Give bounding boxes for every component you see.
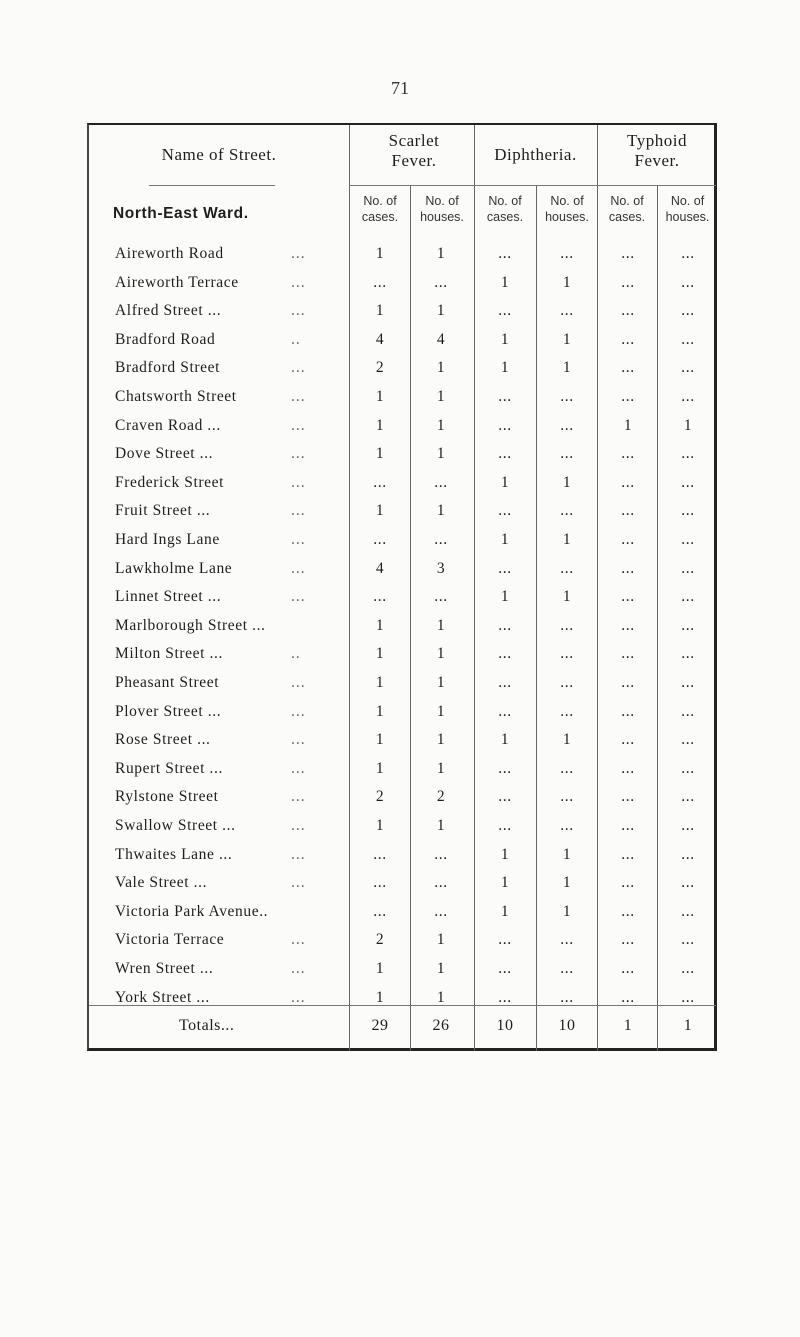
header-rule [149, 185, 275, 186]
cell-typh-cases: ... [621, 845, 635, 863]
cell-diph-houses: 1 [562, 531, 572, 548]
cell-scarlet-houses: 1 [436, 702, 446, 720]
table-row [89, 357, 719, 379]
cell-typh-houses: ... [681, 931, 695, 949]
cell-scarlet-houses: 1 [436, 645, 446, 663]
cell-typh-cases: ... [621, 445, 635, 463]
cell-scarlet-houses: 1 [436, 416, 446, 434]
cell-scarlet-houses: 3 [436, 559, 446, 577]
cell-scarlet-cases: 4 [375, 330, 385, 348]
cell-typh-cases: ... [621, 931, 635, 949]
street-name: Dove Street ... [115, 445, 214, 463]
cell-typh-cases: 1 [623, 416, 633, 434]
cell-diph-cases: ... [498, 445, 512, 463]
cell-scarlet-cases: 1 [375, 245, 385, 262]
cell-typh-houses: ... [681, 845, 695, 863]
cell-scarlet-houses: 1 [436, 616, 446, 634]
subheader-diph-cases: No. of cases. [486, 194, 524, 224]
cell-diph-cases: ... [498, 931, 512, 949]
cell-scarlet-cases: 1 [375, 616, 385, 634]
leader-dots: ... [291, 245, 306, 262]
cell-scarlet-houses: ... [434, 531, 448, 548]
leader-dots: ... [291, 960, 306, 977]
cell-diph-houses: 1 [562, 902, 572, 920]
cell-typh-houses: ... [681, 731, 695, 749]
cell-typh-cases: ... [621, 531, 635, 548]
cell-scarlet-houses: 2 [436, 788, 446, 806]
cell-typh-houses: ... [681, 588, 695, 606]
street-name: Fruit Street ... [115, 502, 211, 520]
cell-diph-houses: ... [560, 245, 574, 262]
cell-diph-cases: ... [498, 988, 512, 1006]
cell-diph-cases: ... [498, 616, 512, 634]
street-name: Craven Road ... [115, 416, 221, 434]
cell-scarlet-cases: 1 [375, 960, 385, 977]
cell-scarlet-houses: 1 [436, 988, 446, 1006]
cell-diph-houses: ... [560, 445, 574, 463]
cell-diph-houses: ... [560, 759, 574, 777]
cell-typh-cases: ... [621, 330, 635, 348]
cell-diph-cases: ... [498, 559, 512, 577]
leader-dots: ... [291, 931, 306, 949]
street-name: Victoria Terrace [115, 931, 225, 949]
cell-typh-houses: ... [681, 330, 695, 348]
cell-typh-houses: ... [681, 645, 695, 663]
cell-diph-cases: 1 [500, 845, 510, 863]
leader-dots: ... [291, 273, 306, 291]
street-name: Marlborough Street ... [115, 616, 266, 634]
street-name: Thwaites Lane ... [115, 845, 233, 863]
cell-scarlet-cases: 1 [375, 988, 385, 1006]
table-row [89, 529, 719, 551]
cell-diph-houses: ... [560, 502, 574, 520]
total-diph-houses: 10 [558, 1017, 576, 1034]
table-row [89, 815, 719, 837]
cell-typh-houses: ... [681, 531, 695, 548]
cell-scarlet-cases: 1 [375, 302, 385, 320]
cell-typh-houses: ... [681, 788, 695, 806]
cell-scarlet-houses: 1 [436, 388, 446, 405]
street-name: Hard Ings Lane [115, 531, 220, 548]
leader-dots: ... [291, 817, 306, 834]
cell-typh-houses: ... [681, 960, 695, 977]
cell-typh-cases: ... [621, 273, 635, 291]
cell-scarlet-cases: 1 [375, 674, 385, 691]
cell-diph-cases: 1 [500, 473, 510, 491]
leader-dots: ... [291, 702, 306, 720]
cell-diph-houses: ... [560, 416, 574, 434]
cell-diph-cases: 1 [500, 531, 510, 548]
table-row [89, 615, 719, 637]
leader-dots: ... [291, 302, 306, 320]
cell-typh-houses: ... [681, 674, 695, 691]
street-name: Alfred Street ... [115, 302, 222, 320]
header-scarlet-fever: Scarlet Fever. [388, 131, 440, 170]
leader-dots: ... [291, 759, 306, 777]
table-row [89, 958, 719, 980]
cell-typh-cases: ... [621, 817, 635, 834]
cell-scarlet-houses: 1 [436, 359, 446, 377]
header-typhoid-fever: Typhoid Fever. [627, 131, 687, 170]
totals-row [89, 1013, 719, 1039]
total-typh-cases: 1 [623, 1017, 633, 1034]
total-typh-houses: 1 [683, 1017, 693, 1034]
cell-typh-cases: ... [621, 788, 635, 806]
leader-dots: ... [291, 988, 306, 1006]
cell-diph-cases: ... [498, 817, 512, 834]
cell-typh-cases: ... [621, 559, 635, 577]
cell-scarlet-houses: 1 [436, 245, 446, 262]
cell-diph-houses: ... [560, 988, 574, 1006]
leader-dots: ... [291, 788, 306, 806]
cell-typh-houses: ... [681, 702, 695, 720]
cell-typh-cases: ... [621, 388, 635, 405]
cell-scarlet-cases: 1 [375, 702, 385, 720]
cell-diph-houses: 1 [562, 588, 572, 606]
cell-diph-cases: 1 [500, 902, 510, 920]
cell-typh-cases: ... [621, 502, 635, 520]
cell-scarlet-cases: 1 [375, 645, 385, 663]
cell-typh-cases: ... [621, 988, 635, 1006]
cell-scarlet-cases: 1 [375, 759, 385, 777]
table-row [89, 415, 719, 437]
cell-typh-houses: ... [681, 473, 695, 491]
cell-diph-houses: ... [560, 960, 574, 977]
cell-typh-houses: 1 [683, 416, 693, 434]
cell-scarlet-houses: 1 [436, 817, 446, 834]
table-row [89, 586, 719, 608]
cell-scarlet-houses: 1 [436, 445, 446, 463]
cell-typh-houses: ... [681, 273, 695, 291]
cell-scarlet-cases: ... [373, 874, 387, 892]
cell-scarlet-houses: 1 [436, 731, 446, 749]
cell-scarlet-cases: 1 [375, 445, 385, 463]
street-name: Vale Street ... [115, 874, 208, 892]
cell-scarlet-cases: ... [373, 273, 387, 291]
leader-dots: ... [291, 674, 306, 691]
street-name: Linnet Street ... [115, 588, 222, 606]
cell-typh-houses: ... [681, 988, 695, 1006]
leader-dots: ... [291, 359, 306, 377]
cell-scarlet-cases: 2 [375, 359, 385, 377]
leader-dots: ... [291, 531, 306, 548]
leader-dots: ... [291, 588, 306, 606]
cell-typh-houses: ... [681, 874, 695, 892]
table-row [89, 987, 719, 1009]
cell-scarlet-cases: 4 [375, 559, 385, 577]
header-rule [349, 185, 716, 186]
cell-diph-cases: ... [498, 416, 512, 434]
street-name: Rupert Street ... [115, 759, 223, 777]
street-name: Bradford Road [115, 330, 216, 348]
leader-dots: ... [291, 559, 306, 577]
street-name: Rylstone Street [115, 788, 219, 806]
cell-scarlet-houses: 1 [436, 759, 446, 777]
cell-scarlet-cases: 2 [375, 788, 385, 806]
cell-diph-cases: ... [498, 645, 512, 663]
cell-typh-cases: ... [621, 902, 635, 920]
street-name: Rose Street ... [115, 731, 211, 749]
cell-scarlet-cases: 1 [375, 388, 385, 405]
leader-dots: ... [291, 845, 306, 863]
leader-dots: ... [291, 731, 306, 749]
table-row [89, 272, 719, 294]
cell-scarlet-houses: 1 [436, 502, 446, 520]
table-row [89, 844, 719, 866]
cell-diph-houses: 1 [562, 874, 572, 892]
leader-dots: ... [291, 445, 306, 463]
subheader-typh-cases: No. of cases. [608, 194, 646, 224]
leader-dots: ... [291, 388, 306, 405]
cell-diph-cases: ... [498, 674, 512, 691]
table-row [89, 329, 719, 351]
cell-diph-cases: ... [498, 302, 512, 320]
cell-typh-houses: ... [681, 388, 695, 405]
table-row [89, 472, 719, 494]
cell-diph-houses: ... [560, 817, 574, 834]
cell-diph-cases: 1 [500, 874, 510, 892]
cell-scarlet-houses: 1 [436, 674, 446, 691]
cell-scarlet-cases: ... [373, 531, 387, 548]
table-row [89, 901, 719, 923]
cell-scarlet-houses: 1 [436, 931, 446, 949]
cell-typh-cases: ... [621, 731, 635, 749]
cell-scarlet-cases: 1 [375, 502, 385, 520]
cell-diph-houses: 1 [562, 473, 572, 491]
cell-scarlet-houses: 1 [436, 960, 446, 977]
cell-typh-cases: ... [621, 960, 635, 977]
leader-dots: .. [291, 330, 301, 348]
cell-typh-houses: ... [681, 559, 695, 577]
street-name: Milton Street ... [115, 645, 223, 663]
table-row [89, 500, 719, 522]
table-row [89, 701, 719, 723]
cell-scarlet-houses: ... [434, 874, 448, 892]
table-row [89, 643, 719, 665]
cell-diph-cases: ... [498, 759, 512, 777]
leader-dots: ... [291, 473, 306, 491]
cell-scarlet-cases: 1 [375, 731, 385, 749]
cell-scarlet-cases: 1 [375, 817, 385, 834]
cell-scarlet-cases: ... [373, 845, 387, 863]
cell-diph-cases: 1 [500, 588, 510, 606]
total-diph-cases: 10 [496, 1017, 514, 1034]
totals-label: Totals... [179, 1017, 235, 1034]
total-scarlet-cases: 29 [371, 1017, 389, 1034]
cell-typh-houses: ... [681, 902, 695, 920]
cell-typh-cases: ... [621, 588, 635, 606]
street-name: Lawkholme Lane [115, 559, 233, 577]
leader-dots: ... [291, 502, 306, 520]
header-diphtheria: Diphtheria. [494, 145, 577, 164]
street-name: Plover Street ... [115, 702, 222, 720]
table-row [89, 929, 719, 951]
cell-typh-cases: ... [621, 473, 635, 491]
cell-diph-cases: ... [498, 702, 512, 720]
street-name: Chatsworth Street [115, 388, 237, 405]
cell-typh-cases: ... [621, 874, 635, 892]
cell-scarlet-cases: ... [373, 902, 387, 920]
cell-scarlet-houses: 1 [436, 302, 446, 320]
cell-diph-cases: 1 [500, 273, 510, 291]
cell-typh-cases: ... [621, 674, 635, 691]
cell-diph-cases: ... [498, 388, 512, 405]
cell-diph-cases: 1 [500, 359, 510, 377]
cell-diph-houses: ... [560, 559, 574, 577]
cell-typh-cases: ... [621, 302, 635, 320]
cell-diph-houses: ... [560, 645, 574, 663]
cell-diph-cases: ... [498, 788, 512, 806]
subheader-typh-houses: No. of houses. [665, 194, 710, 224]
table-row [89, 729, 719, 751]
page-number: 71 [391, 78, 409, 98]
cell-scarlet-cases: 2 [375, 931, 385, 949]
cell-diph-cases: 1 [500, 731, 510, 749]
cell-scarlet-cases: ... [373, 473, 387, 491]
leader-dots: ... [291, 416, 306, 434]
cell-typh-houses: ... [681, 445, 695, 463]
street-name: Pheasant Street [115, 674, 220, 691]
table-row [89, 872, 719, 894]
street-name: Bradford Street [115, 359, 220, 377]
table-row [89, 558, 719, 580]
cell-diph-houses: ... [560, 788, 574, 806]
cell-typh-houses: ... [681, 359, 695, 377]
cell-typh-cases: ... [621, 616, 635, 634]
cell-scarlet-houses: ... [434, 273, 448, 291]
cell-diph-cases: 1 [500, 330, 510, 348]
cell-typh-houses: ... [681, 302, 695, 320]
cell-diph-houses: ... [560, 388, 574, 405]
street-name: Swallow Street ... [115, 817, 236, 834]
street-name: York Street ... [115, 988, 210, 1006]
cell-diph-cases: ... [498, 960, 512, 977]
cell-typh-houses: ... [681, 759, 695, 777]
cell-typh-cases: ... [621, 359, 635, 377]
table-row [89, 786, 719, 808]
header-name-of-street: Name of Street. [161, 145, 277, 164]
cell-typh-houses: ... [681, 502, 695, 520]
table-row [89, 386, 719, 408]
subheader-scarlet-houses: No. of houses. [420, 194, 464, 224]
subheader-diph-houses: No. of houses. [545, 194, 589, 224]
cell-scarlet-houses: ... [434, 588, 448, 606]
cell-typh-cases: ... [621, 245, 635, 262]
street-name: Aireworth Road [115, 245, 224, 262]
cell-diph-houses: 1 [562, 330, 572, 348]
street-name: Victoria Park Avenue.. [115, 902, 269, 920]
table-row [89, 243, 719, 265]
table-row [89, 300, 719, 322]
cell-diph-cases: ... [498, 245, 512, 262]
street-name: Aireworth Terrace [115, 273, 239, 291]
cell-scarlet-cases: 1 [375, 416, 385, 434]
cell-scarlet-houses: 4 [436, 330, 446, 348]
cell-diph-houses: 1 [562, 273, 572, 291]
street-name: Frederick Street [115, 473, 225, 491]
disease-cases-table [87, 123, 717, 1051]
cell-scarlet-houses: ... [434, 902, 448, 920]
cell-typh-houses: ... [681, 817, 695, 834]
cell-typh-cases: ... [621, 759, 635, 777]
cell-diph-houses: 1 [562, 845, 572, 863]
cell-diph-houses: ... [560, 302, 574, 320]
cell-diph-houses: 1 [562, 359, 572, 377]
leader-dots: .. [291, 645, 301, 663]
cell-scarlet-houses: ... [434, 845, 448, 863]
table-row [89, 443, 719, 465]
total-scarlet-houses: 26 [432, 1017, 450, 1034]
cell-typh-houses: ... [681, 616, 695, 634]
cell-typh-cases: ... [621, 702, 635, 720]
cell-typh-houses: ... [681, 245, 695, 262]
leader-dots: ... [291, 874, 306, 892]
subheader-scarlet-cases: No. of cases. [361, 194, 399, 224]
cell-diph-houses: 1 [562, 731, 572, 749]
cell-diph-houses: ... [560, 674, 574, 691]
cell-diph-houses: ... [560, 616, 574, 634]
cell-diph-houses: ... [560, 931, 574, 949]
cell-diph-houses: ... [560, 702, 574, 720]
cell-scarlet-houses: ... [434, 473, 448, 491]
ward-title: North-East Ward. [113, 205, 249, 222]
street-name: Wren Street ... [115, 960, 214, 977]
table-row [89, 758, 719, 780]
table-row [89, 672, 719, 694]
cell-diph-cases: ... [498, 502, 512, 520]
cell-scarlet-cases: ... [373, 588, 387, 606]
cell-typh-cases: ... [621, 645, 635, 663]
